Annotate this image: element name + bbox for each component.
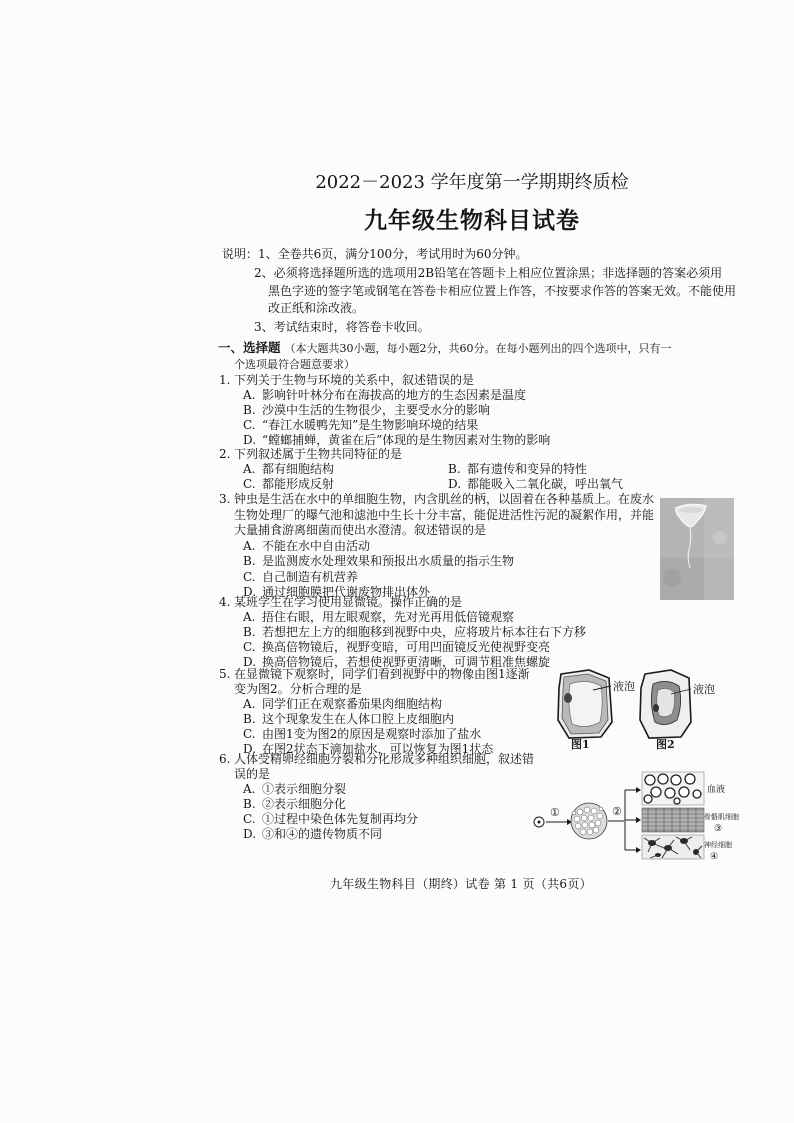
option-text: 若想把左上方的细胞移到视野中央，应将玻片标本往右下方移 [262, 625, 587, 639]
step-1-label: ① [550, 806, 560, 819]
cell-figure-1 [558, 670, 635, 751]
option-a [219, 697, 530, 712]
instructions-item-1 [222, 245, 527, 263]
option-c [219, 640, 586, 655]
option-key: D. [448, 477, 462, 491]
option-key: C. [243, 418, 256, 432]
question-1 [219, 373, 550, 448]
question-number: 2. [219, 447, 231, 461]
option-key: A. [243, 610, 256, 624]
nerve-number: ④ [710, 852, 719, 862]
option-key: C. [243, 569, 256, 584]
option-b [448, 462, 688, 477]
option-key: D. [243, 433, 257, 447]
option-d [448, 477, 688, 492]
question-number: 5. [219, 667, 231, 681]
option-text: “春江水暖鸭先知”是生物影响环境的结果 [262, 418, 479, 432]
option-key: A. [243, 782, 256, 796]
question-stem [219, 373, 550, 388]
question-stem [219, 595, 586, 610]
option-grid [219, 462, 688, 492]
option-key: D. [243, 742, 257, 756]
vorticella-photo [660, 498, 734, 600]
option-text: 换高倍物镜后，视野变暗，可用凹面镜反光使视野变亮 [262, 640, 551, 654]
option-b [219, 554, 654, 570]
option-key: B. [243, 554, 256, 568]
option-key: B. [243, 403, 256, 417]
question-stem-line: 下列关于生物与环境的关系中，叙述错误的是 [234, 373, 475, 387]
question-stem-line: 在显微镜下观察时，同学们看到视野中的物像由图1逐渐 [234, 667, 530, 681]
vacuole-label: 液泡 [613, 680, 635, 693]
option-key: C. [243, 812, 256, 826]
option-text: “螳螂捕蝉，黄雀在后”体现的是生物因素对生物的影响 [262, 433, 551, 447]
section-note: 个选项最符合题意要求） [234, 358, 355, 371]
option-text: 自己制造有机营养 [262, 569, 359, 584]
option-text: 是监测废水处理效果和预报出水质量的指示生物 [262, 554, 515, 568]
option-a [243, 462, 448, 477]
step-2-label: ② [612, 805, 622, 818]
option-key: D. [243, 655, 257, 669]
question-number: 3. [219, 492, 231, 506]
option-a [219, 610, 586, 625]
exam-subtitle: 九年级生物科目试卷 [364, 207, 580, 234]
question-2 [219, 447, 688, 492]
option-key: B. [243, 797, 256, 811]
option-text: 换高倍物镜后，若想使视野更清晰，可调节粗准焦螺旋 [262, 655, 551, 669]
option-key: B. [448, 462, 461, 476]
instructions-label: 说明： [222, 247, 259, 261]
option-c [219, 570, 654, 586]
question-stem-line: 生物处理厂的曝气池和滤池中生长十分丰富，能促进活性污泥的凝絮作用，并能 [234, 507, 655, 522]
question-stem-line: 变为图2。分析合理的是 [234, 682, 362, 696]
option-c [219, 727, 530, 742]
option-key: B. [243, 712, 256, 726]
exam-title: 2022－2023 学年度第一学期期终质检 [315, 172, 629, 193]
instructions-item-2 [254, 265, 736, 318]
option-key: D. [243, 585, 257, 599]
option-text: 在图2状态下滴加盐水，可以恢复为图1状态 [262, 742, 494, 756]
option-text: ③和④的遗传物质不同 [262, 827, 383, 841]
question-4 [219, 595, 586, 670]
question-stem-line: 钟虫是生活在水中的单细胞生物，内含肌丝的柄，以固着在各种基质上。在废水 [234, 492, 655, 506]
option-key: C. [243, 640, 256, 654]
instructions-line: 2、必须将选择题所选的选项用2B铅笔在答题卡上相应位置涂黑；非选择题的答案必须用 [254, 266, 723, 280]
instructions-line: 改正纸和涂改液。 [268, 301, 365, 315]
option-c [219, 812, 534, 827]
option-key: A. [243, 462, 256, 476]
option-key: A. [243, 697, 256, 711]
option-a [219, 782, 534, 797]
skeletal-muscle-icon [642, 808, 704, 832]
question-stem [219, 667, 530, 697]
option-key: B. [243, 625, 256, 639]
question-stem [219, 492, 654, 539]
question-number: 4. [219, 595, 231, 609]
instructions-text: 1、全卷共6页，满分100分，考试用时为60分钟。 [258, 247, 528, 261]
option-b [219, 625, 586, 640]
option-text: 影响针叶林分布在海拔高的地方的生态因素是温度 [262, 388, 527, 402]
option-text: 通过细胞膜把代谢废物排出体外 [262, 585, 431, 599]
cell-cluster-icon [571, 803, 607, 839]
option-text: ①表示细胞分裂 [262, 782, 347, 796]
question-number: 1. [219, 373, 231, 387]
instructions-line: 黑色字迹的签字笔或钢笔在答卷卡相应位置上作答，不按要求作答的答案无效。不能使用 [268, 283, 737, 298]
option-key: D. [243, 827, 257, 841]
section-header [218, 340, 672, 373]
option-text: 捂住右眼，用左眼观察，先对光再用低倍镜观察 [262, 610, 515, 624]
cell-development-diagram [530, 768, 746, 864]
option-key: C. [243, 477, 256, 491]
option-text: 不能在水中自由活动 [262, 538, 371, 553]
question-number: 6. [219, 752, 231, 766]
figure-caption: 图2 [656, 738, 675, 751]
option-text: 都有细胞结构 [262, 462, 335, 476]
instructions-item-3: 3、考试结束时，将答卷卡收回。 [254, 320, 430, 334]
option-text: 由图1变为图2的原因是观察时添加了盐水 [262, 727, 482, 741]
question-stem-line: 下列叙述属于生物共同特征的是 [234, 447, 403, 461]
page-footer: 九年级生物科目（期终）试卷 第 1 页（共6页） [330, 877, 592, 891]
option-text: 都有遗传和变异的特性 [467, 462, 588, 476]
option-c [219, 418, 550, 433]
option-b [219, 403, 550, 418]
option-text: 都能形成反射 [262, 477, 335, 491]
section-note: （本大题共30小题，每小题2分，共60分。在每小题列出的四个选项中，只有一 [284, 342, 672, 355]
option-text: 这个现象发生在人体口腔上皮细胞内 [262, 712, 455, 726]
question-6 [219, 752, 534, 842]
option-d [219, 433, 550, 448]
option-key: A. [243, 538, 256, 553]
option-text: 沙漠中生活的生物很少，主要受水分的影响 [262, 403, 491, 417]
question-stem-line: 人体受精卵经细胞分裂和分化形成多种组织细胞，叙述错 [234, 752, 535, 766]
muscle-label: 骨骼肌细胞 [704, 813, 739, 821]
question-3 [219, 492, 654, 601]
option-text: ①过程中染色体先复制再均分 [262, 812, 419, 826]
option-d [219, 827, 534, 842]
option-text: 都能吸入二氧化碳，呼出氧气 [467, 477, 624, 491]
nerve-cells-icon [642, 835, 704, 859]
option-b [219, 712, 530, 727]
question-stem-line: 某班学生在学习使用显微镜。操作正确的是 [234, 595, 463, 609]
option-b [219, 797, 534, 812]
nerve-label: 神经细胞 [704, 841, 732, 849]
muscle-number: ③ [714, 824, 723, 834]
section-title: 一、选择题 [218, 340, 281, 355]
option-a [219, 539, 654, 555]
option-text: 同学们正在观察番茄果肉细胞结构 [262, 697, 443, 711]
option-a [219, 388, 550, 403]
blood-cells-icon [642, 772, 704, 805]
vacuole-label: 液泡 [693, 683, 715, 696]
cell-figure-2 [640, 670, 715, 751]
option-key: A. [243, 388, 256, 402]
question-5 [219, 667, 530, 757]
plant-cell-figures [553, 664, 725, 756]
question-stem-line: 误的是 [234, 767, 271, 781]
option-text: ②表示细胞分化 [262, 797, 347, 811]
figure-caption: 图1 [571, 738, 590, 751]
option-key: C. [243, 727, 256, 741]
option-c [243, 477, 448, 492]
blood-label: 血液 [707, 785, 726, 795]
question-stem [219, 752, 534, 782]
question-stem-line: 大量捕食游离细菌而使出水澄清。叙述错误的是 [234, 523, 487, 537]
question-stem [219, 447, 688, 462]
